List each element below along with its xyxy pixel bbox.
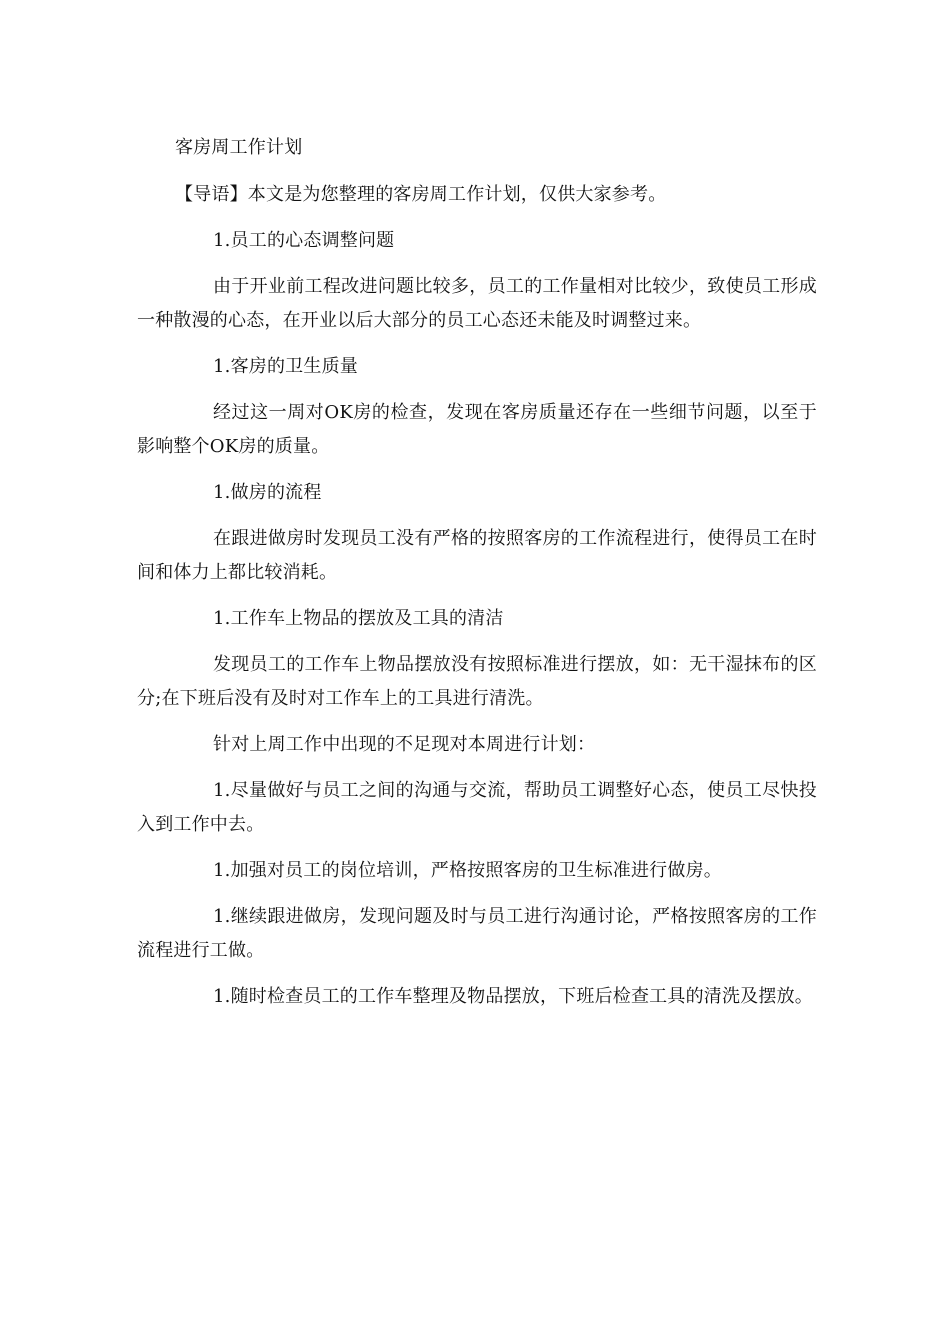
plan-item-inspection: 1.随时检查员工的工作车整理及物品摆放，下班后检查工具的清洗及摆放。 bbox=[213, 986, 813, 1007]
paragraph-attitude: 由于开业前工程改进问题比较多，员工的工作量相对比较少，致使员工形成一种散漫的心态，在开业以后大部分的员工心态还未能及时调整过来。 bbox=[137, 276, 817, 331]
document-title: 客房周工作计划 bbox=[175, 137, 303, 158]
plan-intro: 针对上周工作中出现的不足现对本周进行计划： bbox=[213, 734, 596, 755]
plan-item-communication: 1.尽量做好与员工之间的沟通与交流，帮助员工调整好心态，使员工尽快投入到工作中去。 bbox=[137, 780, 817, 835]
heading-hygiene: 1.客房的卫生质量 bbox=[213, 356, 358, 377]
paragraph-cart: 发现员工的工作车上物品摆放没有按照标准进行摆放，如：无干湿抹布的区分;在下班后没有及时对工作车上的工具进行清洗。 bbox=[137, 654, 817, 709]
document-body bbox=[137, 131, 817, 1014]
heading-attitude: 1.员工的心态调整问题 bbox=[213, 230, 395, 251]
paragraph-process: 在跟进做房时发现员工没有严格的按照客房的工作流程进行，使得员工在时间和体力上都比较消耗。 bbox=[137, 528, 817, 583]
heading-process: 1.做房的流程 bbox=[213, 482, 322, 503]
heading-cart: 1.工作车上物品的摆放及工具的清洁 bbox=[213, 608, 504, 629]
paragraph-hygiene: 经过这一周对OK房的检查，发现在客房质量还存在一些细节问题，以至于影响整个OK房的质量。 bbox=[137, 402, 817, 457]
plan-item-training: 1.加强对员工的岗位培训，严格按照客房的卫生标准进行做房。 bbox=[213, 860, 722, 881]
plan-item-followup: 1.继续跟进做房，发现问题及时与员工进行沟通讨论，严格按照客房的工作流程进行工做。 bbox=[137, 906, 817, 961]
intro-paragraph: 【导语】本文是为您整理的客房周工作计划，仅供大家参考。 bbox=[175, 184, 667, 205]
